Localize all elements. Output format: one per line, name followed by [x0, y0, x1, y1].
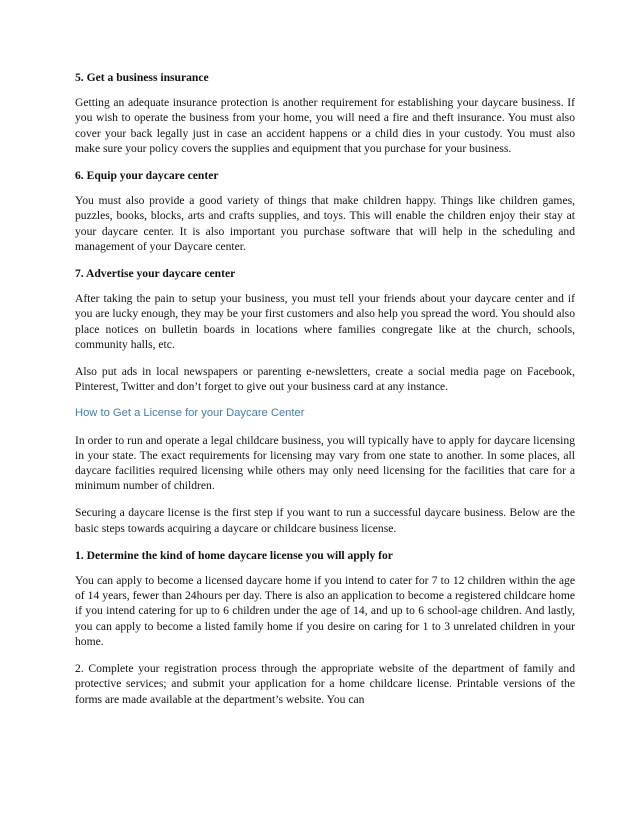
paragraph: After taking the pain to setup your business, you must tell your friends about your daycare center and if you are lucky enough, they may be your first customers and also help you spread the word. You should also place notices on bulletin boards in locations where families congregate like at the church, schools, community halls, etc.: [75, 292, 575, 351]
paragraph: Also put ads in local newspapers or parenting e-newsletters, create a social media page on Facebook, Pinterest, Twitter and don’t forget to give out your business card at any instance.: [75, 365, 575, 394]
section-heading: 7. Advertise your daycare center: [75, 267, 236, 281]
paragraph: In order to run and operate a legal childcare business, you will typically have to apply for daycare licensing in your state. The exact requirements for licensing may vary from one state to another. In some places, all daycare facilities required licensing while others may only need licensing for the facilities that care for a minimum number of children.: [75, 433, 575, 493]
document-content: [75, 70, 575, 707]
section-title: How to Get a License for your Daycare Center: [75, 407, 305, 420]
section-heading: 6. Equip your daycare center: [75, 169, 219, 183]
paragraph: Securing a daycare license is the first step if you want to run a successful daycare business. Below are the basic steps towards acquiring a daycare or childcare business license.: [75, 506, 575, 535]
section-heading: 1. Determine the kind of home daycare license you will apply for: [75, 548, 393, 562]
document-page: [75, 70, 575, 719]
paragraph: You must also provide a good variety of things that make children happy. Things like children games, puzzles, books, blocks, arts and crafts supplies, and toys. This will enable the children enjoy their stay at your daycare center. It is also important you purchase software that will help in the scheduling and management of your Daycare center.: [75, 194, 575, 253]
section-heading: 5. Get a business insurance: [75, 71, 209, 84]
paragraph: 2. Complete your registration process through the appropriate website of the department of family and protective services; and submit your application for a home childcare license. Printable versions of the forms are made available at the department’s website. You can: [75, 662, 575, 706]
paragraph: You can apply to become a licensed daycare home if you intend to cater for 7 to 12 children within the age of 14 years, fewer than 24hours per day. There is also an application to become a registered childcare home if you intend catering for up to 6 children under the age of 14, and up to 6 school-age children. And lastly, you can apply to become a listed family home if you desire on caring for 1 to 3 unrelated children in your home.: [75, 574, 575, 648]
paragraph: Getting an adequate insurance protection is another requirement for establishing your daycare business. If you wish to operate the business from your home, you will need a fire and theft insurance. You must also cover your back legally just in case an accident happens or a child dies in your custody. You must also make sure your policy covers the supplies and equipment that you purchase for your business.: [75, 96, 575, 155]
